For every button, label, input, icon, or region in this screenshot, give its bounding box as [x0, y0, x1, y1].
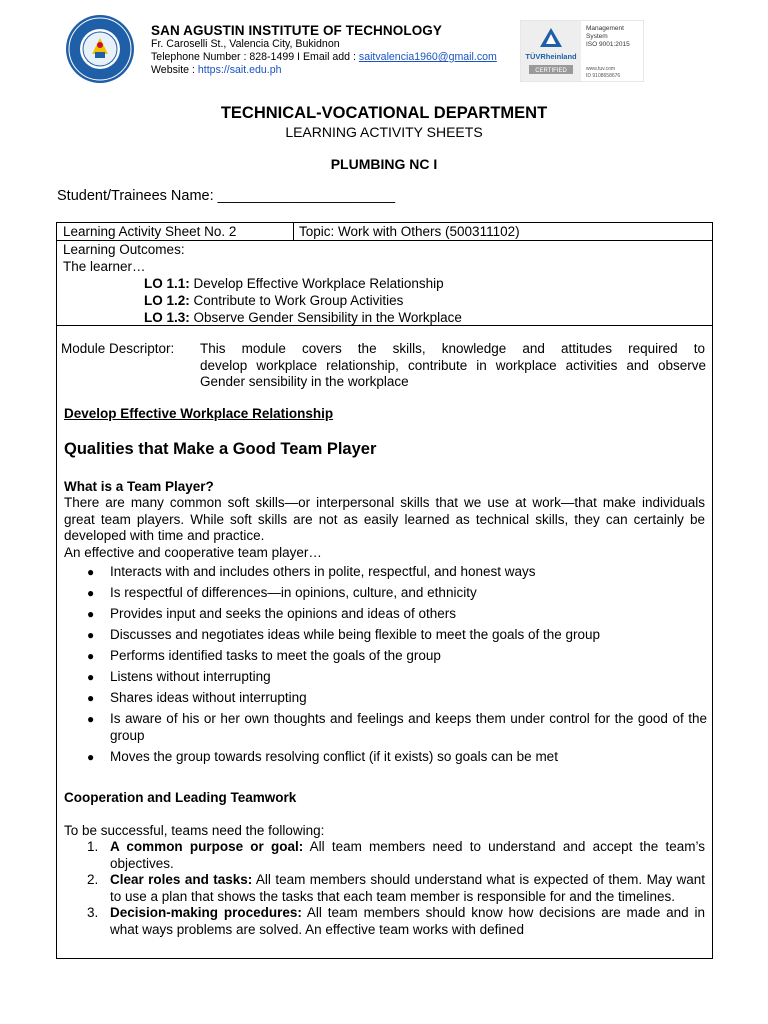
outcome-item	[63, 309, 462, 326]
subheading-teamwork: Cooperation and Leading Teamwork	[64, 790, 297, 805]
outcome-text: Develop Effective Workplace Relationship	[189, 276, 444, 291]
team-needs-list	[87, 839, 705, 938]
tuv-certification-badge	[520, 20, 644, 82]
list-item-text: Discusses and negotiates ideas while being flexible to meet the goals of the group	[110, 627, 601, 642]
website-label: Website :	[151, 64, 198, 76]
section-heading: Develop Effective Workplace Relationship	[64, 406, 334, 421]
cert-brand: TÜVRheinland	[525, 52, 577, 61]
list-item-text: Is aware of his or her own thoughts and feelings and keeps them under control for the good of the group	[110, 711, 707, 743]
cert-line4: www.tuv.com	[586, 66, 616, 72]
bullet-icon: ●	[87, 670, 95, 684]
outcome-code: LO 1.3:	[144, 310, 190, 325]
bullet-icon: ●	[87, 586, 95, 600]
qualification-title: PLUMBING NC I	[330, 156, 438, 172]
institution-name: SAN AGUSTIN INSTITUTE OF TECHNOLOGY	[151, 23, 443, 38]
module-descriptor-line1: This module covers the skills, knowledge and attitudes required to	[200, 341, 705, 356]
cert-line5: ID 9108658676	[586, 73, 621, 79]
need-title: Clear roles and tasks:	[110, 872, 253, 887]
cert-line2: System	[586, 33, 608, 40]
list-item	[83, 648, 707, 665]
list-item	[83, 669, 707, 686]
intro-paragraph: There are many common soft skills—or interpersonal skills that we use at work—that make individuals great team players. While soft skills are not as easily learned as technical skills, they can certainly be developed with time and practice.	[64, 495, 705, 543]
module-descriptor-label: Module Descriptor:	[61, 341, 175, 356]
need-text: All team members need to understand and accept the team’s objectives.	[110, 839, 705, 871]
outcome-item	[63, 292, 462, 309]
team-player-list	[83, 564, 707, 770]
learner-label: The learner…	[63, 259, 146, 274]
learning-outcomes	[63, 241, 462, 326]
trainee-name-field: Student/Trainees Name: ______________________	[57, 188, 396, 204]
need-title: Decision-making procedures:	[110, 905, 302, 920]
letterhead	[62, 14, 712, 80]
list-item	[87, 872, 705, 905]
institution-website	[151, 64, 497, 77]
outcome-code: LO 1.2:	[144, 293, 190, 308]
need-title: A common purpose or goal:	[110, 839, 304, 854]
bullet-icon: ●	[87, 749, 95, 764]
outcome-item	[63, 275, 462, 292]
list-item	[83, 564, 707, 581]
list-item-text: Provides input and seeks the opinions and ideas of others	[110, 606, 456, 621]
bullet-icon: ●	[87, 628, 95, 642]
list-number: 3.	[87, 905, 99, 920]
institution-info	[151, 23, 497, 77]
bullet-icon: ●	[87, 691, 95, 705]
institute-seal-logo	[62, 14, 138, 84]
sheets-title: LEARNING ACTIVITY SHEETS	[285, 124, 483, 140]
list-item-text: Shares ideas without interrupting	[110, 690, 307, 705]
list-item-text: Is respectful of differences—in opinions, culture, and ethnicity	[110, 585, 477, 600]
list-item	[87, 839, 705, 872]
list-item	[83, 585, 707, 602]
sheet-number: Learning Activity Sheet No. 2	[63, 224, 237, 239]
main-heading: Qualities that Make a Good Team Player	[64, 440, 377, 458]
list-item-text: Listens without interrupting	[110, 669, 271, 684]
teams-intro: To be successful, teams need the following:	[64, 823, 325, 838]
list-number: 2.	[87, 872, 99, 887]
list-number: 1.	[87, 839, 99, 854]
list-item	[83, 749, 707, 766]
need-text: All team members should understand what is expected of them. May want to use a plan that shows the tasks that each team member is responsible for and the timelines.	[110, 872, 705, 904]
list-item-text: Performs identified tasks to meet the goals of the group	[110, 648, 441, 663]
section-divider	[57, 325, 712, 326]
intro-lead: An effective and cooperative team player…	[64, 545, 322, 560]
bullet-icon: ●	[87, 649, 95, 663]
bullet-icon: ●	[87, 712, 95, 726]
module-descriptor-text	[61, 358, 706, 391]
list-item-text: Interacts with and includes others in polite, respectful, and honest ways	[110, 564, 536, 579]
list-item	[83, 606, 707, 623]
activity-sheet-box	[56, 222, 713, 959]
cert-badge: CERTIFIED	[535, 68, 567, 74]
sheet-info-row	[57, 223, 712, 241]
telephone-label: Telephone Number : 828-1499 I Email add :	[151, 51, 359, 63]
institution-address: Fr. Caroselli St., Valencia City, Bukidnon	[151, 38, 340, 50]
list-item	[83, 690, 707, 707]
need-text: All team members should know how decisions are made and in what ways problems are solved. An effective team works with defined	[110, 905, 705, 937]
list-item	[83, 627, 707, 644]
email-link[interactable]: saitvalencia1960@gmail.com	[358, 51, 497, 63]
cert-line1: Management	[586, 25, 624, 32]
outcome-code: LO 1.1:	[144, 276, 190, 291]
subheading-team-player: What is a Team Player?	[64, 479, 214, 494]
cell-divider	[293, 223, 294, 241]
module-descriptor-rest: develop workplace relationship, contribute in workplace activities and observe Gender sensibility in the workplace	[200, 357, 706, 389]
sheet-topic: Topic: Work with Others (500311102)	[299, 224, 520, 239]
bullet-icon: ●	[87, 565, 95, 579]
list-item	[83, 711, 707, 744]
outcome-text: Observe Gender Sensibility in the Workplace	[189, 310, 462, 325]
institution-contact	[151, 51, 497, 64]
bullet-icon: ●	[87, 607, 95, 621]
outcomes-label: Learning Outcomes:	[63, 242, 185, 257]
list-item	[87, 905, 705, 938]
cert-line3: ISO 9001:2015	[586, 41, 630, 48]
module-descriptor	[61, 341, 706, 391]
outcome-text: Contribute to Work Group Activities	[189, 293, 404, 308]
department-title: TECHNICAL-VOCATIONAL DEPARTMENT	[220, 104, 548, 122]
list-item-text: Moves the group towards resolving conflict (if it exists) so goals can be met	[110, 748, 558, 764]
website-link[interactable]: https://sait.edu.ph	[197, 64, 282, 76]
